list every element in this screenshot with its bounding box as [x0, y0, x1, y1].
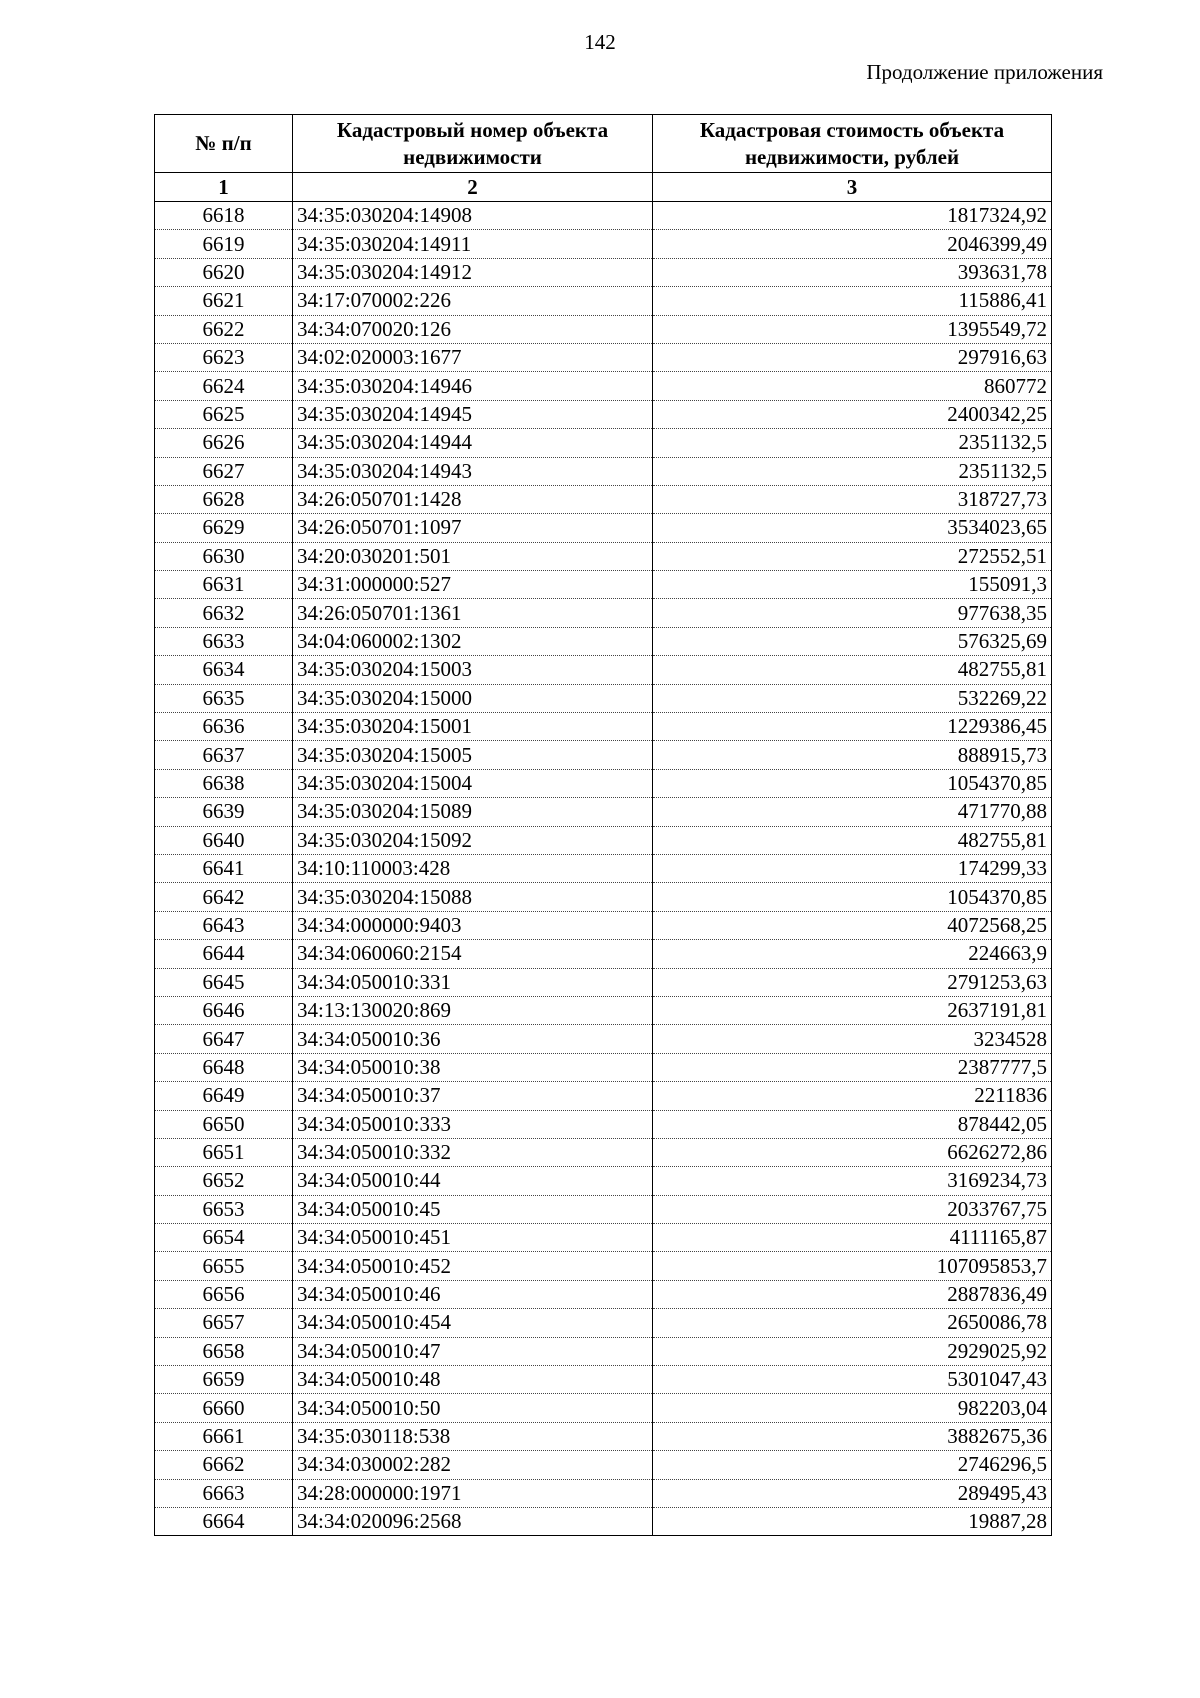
- table-row: [155, 1082, 1052, 1110]
- table-row: [155, 514, 1052, 542]
- cadastral-number: 34:34:000000:9403: [293, 911, 653, 939]
- table-row: [155, 485, 1052, 513]
- cadastral-number: 34:26:050701:1361: [293, 599, 653, 627]
- cadastral-value: 482755,81: [653, 826, 1052, 854]
- cadastral-value: 2211836: [653, 1082, 1052, 1110]
- cadastral-number: 34:34:060060:2154: [293, 940, 653, 968]
- cadastral-number: 34:35:030204:14946: [293, 372, 653, 400]
- cadastral-number: 34:34:050010:331: [293, 968, 653, 996]
- row-index: 6644: [155, 940, 293, 968]
- cadastral-value: 107095853,7: [653, 1252, 1052, 1280]
- cadastral-value: 860772: [653, 372, 1052, 400]
- cadastral-value: 2033767,75: [653, 1195, 1052, 1223]
- table-row: [155, 1252, 1052, 1280]
- cadastral-value: 982203,04: [653, 1394, 1052, 1422]
- table-row: [155, 400, 1052, 428]
- table-row: [155, 1422, 1052, 1450]
- table-row: [155, 599, 1052, 627]
- row-index: 6623: [155, 343, 293, 371]
- table-row: [155, 656, 1052, 684]
- table-body: [155, 202, 1052, 1536]
- cadastral-number: 34:34:050010:45: [293, 1195, 653, 1223]
- cadastral-value: 977638,35: [653, 599, 1052, 627]
- row-index: 6649: [155, 1082, 293, 1110]
- cadastral-number: 34:35:030204:15005: [293, 741, 653, 769]
- cadastral-value: 532269,22: [653, 684, 1052, 712]
- cadastral-number: 34:02:020003:1677: [293, 343, 653, 371]
- page-number: 142: [584, 30, 616, 54]
- cadastral-number: 34:34:050010:452: [293, 1252, 653, 1280]
- table-row: [155, 1507, 1052, 1535]
- row-index: 6619: [155, 230, 293, 258]
- cadastral-value: 471770,88: [653, 798, 1052, 826]
- cadastral-number: 34:35:030204:14912: [293, 258, 653, 286]
- cadastral-number: 34:35:030204:14944: [293, 429, 653, 457]
- column-number: 1: [155, 173, 293, 202]
- cadastral-number: 34:34:050010:454: [293, 1309, 653, 1337]
- row-index: 6660: [155, 1394, 293, 1422]
- cadastral-number: 34:34:050010:50: [293, 1394, 653, 1422]
- cadastral-number: 34:34:050010:36: [293, 1025, 653, 1053]
- row-index: 6629: [155, 514, 293, 542]
- row-index: 6658: [155, 1337, 293, 1365]
- cadastral-number: 34:35:030204:15000: [293, 684, 653, 712]
- cadastral-value: 1395549,72: [653, 315, 1052, 343]
- table-row: [155, 1394, 1052, 1422]
- cadastral-number: 34:20:030201:501: [293, 542, 653, 570]
- table-row: [155, 343, 1052, 371]
- row-index: 6632: [155, 599, 293, 627]
- table-row: [155, 996, 1052, 1024]
- header-cadastral-value: Кадастровая стоимость объекта недвижимости, рублей: [653, 115, 1052, 173]
- row-index: 6655: [155, 1252, 293, 1280]
- cadastral-value: 174299,33: [653, 854, 1052, 882]
- row-index: 6647: [155, 1025, 293, 1053]
- cadastral-value: 2887836,49: [653, 1280, 1052, 1308]
- cadastral-number: 34:17:070002:226: [293, 287, 653, 315]
- table-row: [155, 769, 1052, 797]
- cadastral-value: 2650086,78: [653, 1309, 1052, 1337]
- cadastral-value: 3234528: [653, 1025, 1052, 1053]
- table-row: [155, 741, 1052, 769]
- table-row: [155, 627, 1052, 655]
- row-index: 6653: [155, 1195, 293, 1223]
- cadastral-value: 1054370,85: [653, 769, 1052, 797]
- row-index: 6640: [155, 826, 293, 854]
- table-row: [155, 713, 1052, 741]
- row-index: 6659: [155, 1366, 293, 1394]
- cadastral-value: 19887,28: [653, 1507, 1052, 1535]
- table-row: [155, 1451, 1052, 1479]
- table-row: [155, 1167, 1052, 1195]
- row-index: 6656: [155, 1280, 293, 1308]
- cadastral-number: 34:34:050010:46: [293, 1280, 653, 1308]
- cadastral-number: 34:35:030204:15092: [293, 826, 653, 854]
- table-row: [155, 798, 1052, 826]
- cadastral-value: 878442,05: [653, 1110, 1052, 1138]
- cadastral-number: 34:13:130020:869: [293, 996, 653, 1024]
- table-row: [155, 1138, 1052, 1166]
- column-number: 2: [293, 173, 653, 202]
- table-row: [155, 684, 1052, 712]
- cadastral-number: 34:34:050010:333: [293, 1110, 653, 1138]
- cadastral-number: 34:34:050010:47: [293, 1337, 653, 1365]
- cadastral-number: 34:04:060002:1302: [293, 627, 653, 655]
- cadastral-number: 34:35:030118:538: [293, 1422, 653, 1450]
- cadastral-number: 34:34:050010:48: [293, 1366, 653, 1394]
- cadastral-value: 2046399,49: [653, 230, 1052, 258]
- cadastral-value: 297916,63: [653, 343, 1052, 371]
- table-row: [155, 457, 1052, 485]
- row-index: 6646: [155, 996, 293, 1024]
- table-row: [155, 883, 1052, 911]
- row-index: 6628: [155, 485, 293, 513]
- cadastral-number: 34:34:020096:2568: [293, 1507, 653, 1535]
- row-index: 6652: [155, 1167, 293, 1195]
- table-row: [155, 258, 1052, 286]
- cadastral-number: 34:34:070020:126: [293, 315, 653, 343]
- cadastral-value: 2791253,63: [653, 968, 1052, 996]
- cadastral-value: 2351132,5: [653, 457, 1052, 485]
- row-index: 6663: [155, 1479, 293, 1507]
- table-row: [155, 1337, 1052, 1365]
- cadastral-number: 34:35:030204:15003: [293, 656, 653, 684]
- cadastral-number: 34:34:050010:37: [293, 1082, 653, 1110]
- row-index: 6622: [155, 315, 293, 343]
- row-index: 6618: [155, 202, 293, 230]
- cadastral-value: 289495,43: [653, 1479, 1052, 1507]
- table-row: [155, 1479, 1052, 1507]
- table-row: [155, 1025, 1052, 1053]
- cadastral-value: 224663,9: [653, 940, 1052, 968]
- cadastral-number: 34:35:030204:14911: [293, 230, 653, 258]
- cadastral-value: 1054370,85: [653, 883, 1052, 911]
- cadastral-value: 888915,73: [653, 741, 1052, 769]
- row-index: 6654: [155, 1224, 293, 1252]
- cadastral-value: 318727,73: [653, 485, 1052, 513]
- header-index: № п/п: [155, 115, 293, 173]
- row-index: 6635: [155, 684, 293, 712]
- cadastral-number: 34:35:030204:14945: [293, 400, 653, 428]
- row-index: 6648: [155, 1053, 293, 1081]
- continuation-label: Продолжение приложения: [866, 60, 1103, 84]
- cadastral-value: 2400342,25: [653, 400, 1052, 428]
- table-row: [155, 854, 1052, 882]
- table-row: [155, 826, 1052, 854]
- table-row: [155, 1280, 1052, 1308]
- row-index: 6624: [155, 372, 293, 400]
- cadastral-number: 34:31:000000:527: [293, 571, 653, 599]
- table-row: [155, 230, 1052, 258]
- row-index: 6639: [155, 798, 293, 826]
- row-index: 6650: [155, 1110, 293, 1138]
- table-row: [155, 542, 1052, 570]
- cadastral-number: 34:10:110003:428: [293, 854, 653, 882]
- cadastral-value: 576325,69: [653, 627, 1052, 655]
- table-row: [155, 315, 1052, 343]
- cadastral-number: 34:35:030204:15004: [293, 769, 653, 797]
- row-index: 6664: [155, 1507, 293, 1535]
- table-row: [155, 429, 1052, 457]
- cadastral-number: 34:34:050010:451: [293, 1224, 653, 1252]
- cadastral-value: 4111165,87: [653, 1224, 1052, 1252]
- cadastral-value: 5301047,43: [653, 1366, 1052, 1394]
- table-row: [155, 1224, 1052, 1252]
- row-index: 6634: [155, 656, 293, 684]
- table-row: [155, 1195, 1052, 1223]
- row-index: 6642: [155, 883, 293, 911]
- table-header-row: [155, 115, 1052, 173]
- cadastral-value: 272552,51: [653, 542, 1052, 570]
- table-row: [155, 1110, 1052, 1138]
- table-row: [155, 1053, 1052, 1081]
- cadastral-value: 6626272,86: [653, 1138, 1052, 1166]
- row-index: 6633: [155, 627, 293, 655]
- cadastral-value: 1817324,92: [653, 202, 1052, 230]
- row-index: 6621: [155, 287, 293, 315]
- row-index: 6651: [155, 1138, 293, 1166]
- row-index: 6631: [155, 571, 293, 599]
- cadastral-value: 2637191,81: [653, 996, 1052, 1024]
- row-index: 6638: [155, 769, 293, 797]
- table-row: [155, 1309, 1052, 1337]
- cadastral-value: 2387777,5: [653, 1053, 1052, 1081]
- table-column-numbers-row: [155, 173, 1052, 202]
- cadastral-number: 34:35:030204:15089: [293, 798, 653, 826]
- cadastral-value: 393631,78: [653, 258, 1052, 286]
- row-index: 6620: [155, 258, 293, 286]
- cadastral-number: 34:34:050010:332: [293, 1138, 653, 1166]
- cadastral-value: 1229386,45: [653, 713, 1052, 741]
- row-index: 6630: [155, 542, 293, 570]
- cadastral-value: 3169234,73: [653, 1167, 1052, 1195]
- cadastral-value: 4072568,25: [653, 911, 1052, 939]
- row-index: 6657: [155, 1309, 293, 1337]
- cadastral-number: 34:28:000000:1971: [293, 1479, 653, 1507]
- row-index: 6645: [155, 968, 293, 996]
- row-index: 6661: [155, 1422, 293, 1450]
- cadastral-number: 34:34:050010:44: [293, 1167, 653, 1195]
- cadastral-value: 3534023,65: [653, 514, 1052, 542]
- cadastral-value: 3882675,36: [653, 1422, 1052, 1450]
- table-row: [155, 911, 1052, 939]
- cadastral-number: 34:35:030204:15001: [293, 713, 653, 741]
- cadastral-number: 34:34:050010:38: [293, 1053, 653, 1081]
- row-index: 6643: [155, 911, 293, 939]
- cadastral-value: 2746296,5: [653, 1451, 1052, 1479]
- row-index: 6627: [155, 457, 293, 485]
- cadastral-number: 34:35:030204:14908: [293, 202, 653, 230]
- row-index: 6662: [155, 1451, 293, 1479]
- row-index: 6641: [155, 854, 293, 882]
- table-row: [155, 202, 1052, 230]
- cadastral-value: 155091,3: [653, 571, 1052, 599]
- column-number: 3: [653, 173, 1052, 202]
- table-row: [155, 940, 1052, 968]
- table-row: [155, 1366, 1052, 1394]
- cadastral-number: 34:26:050701:1097: [293, 514, 653, 542]
- cadastral-value: 2351132,5: [653, 429, 1052, 457]
- cadastral-number: 34:35:030204:15088: [293, 883, 653, 911]
- row-index: 6636: [155, 713, 293, 741]
- cadastral-number: 34:26:050701:1428: [293, 485, 653, 513]
- table-row: [155, 287, 1052, 315]
- row-index: 6625: [155, 400, 293, 428]
- table-row: [155, 968, 1052, 996]
- cadastral-number: 34:34:030002:282: [293, 1451, 653, 1479]
- cadastral-number: 34:35:030204:14943: [293, 457, 653, 485]
- row-index: 6637: [155, 741, 293, 769]
- header-cadastral-number: Кадастровый номер объекта недвижимости: [293, 115, 653, 173]
- row-index: 6626: [155, 429, 293, 457]
- cadastral-value: 482755,81: [653, 656, 1052, 684]
- table-row: [155, 571, 1052, 599]
- table-row: [155, 372, 1052, 400]
- cadastral-value: 2929025,92: [653, 1337, 1052, 1365]
- cadastral-value: 115886,41: [653, 287, 1052, 315]
- cadastral-table: [154, 114, 1052, 1536]
